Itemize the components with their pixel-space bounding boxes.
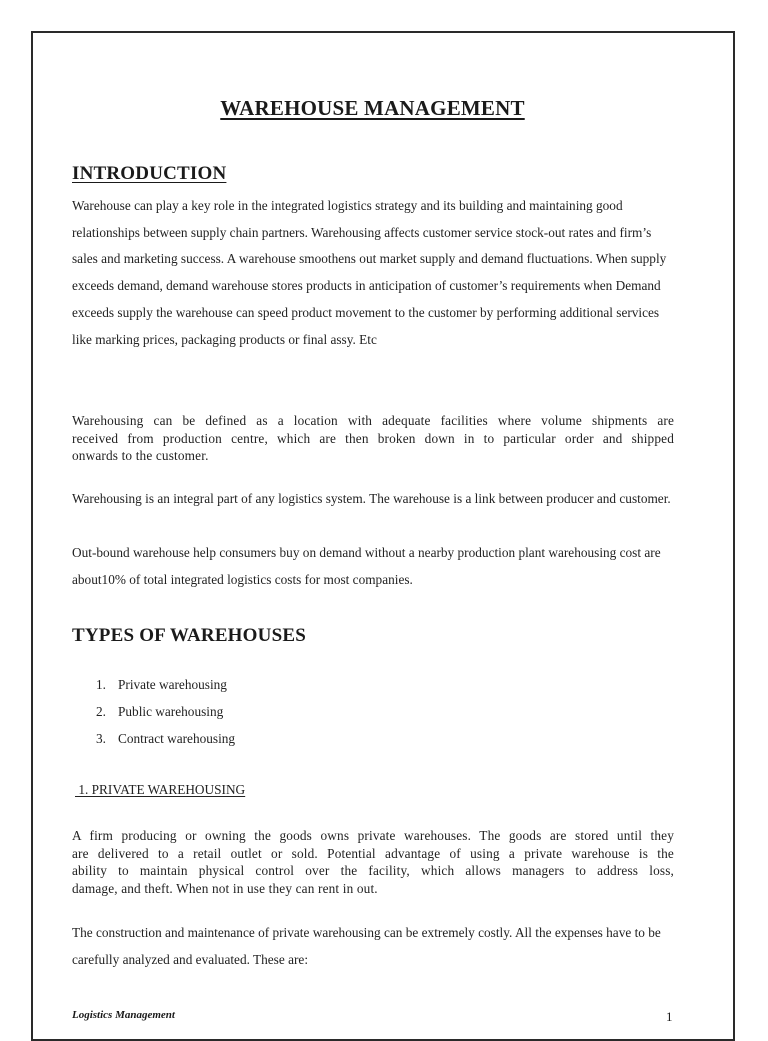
paragraph-line: damage, and theft. When not in use they can rent in out.: [72, 880, 378, 896]
list-item-number: 1.: [96, 677, 106, 692]
types-list: [96, 671, 235, 752]
introduction-paragraph-4: Out-bound warehouse help consumers buy on demand without a nearby production plant warehousing cost are about10% of total integrated logistics costs for most companies.: [72, 545, 661, 587]
paragraph-line: received from production centre, which are then broken down in to particular order and shipped: [72, 430, 674, 446]
list-item-label: Public warehousing: [118, 704, 224, 719]
list-item: [96, 671, 235, 698]
list-item-number: 2.: [96, 704, 106, 719]
introduction-heading: INTRODUCTION: [72, 163, 227, 184]
document-title: WAREHOUSE MANAGEMENT: [220, 96, 525, 120]
footer-title: Logistics Management: [72, 1009, 175, 1021]
private-paragraph-1: [72, 827, 674, 897]
types-heading: TYPES OF WAREHOUSES: [72, 625, 306, 646]
list-item: [96, 725, 235, 752]
page-number: 1: [666, 1009, 673, 1024]
list-item-number: 3.: [96, 731, 106, 746]
private-paragraph-2: The construction and maintenance of private warehousing can be extremely costly. All the expenses have to be carefully analyzed and evaluated. These are:: [72, 925, 661, 967]
paragraph-line: Warehousing can be defined as a location with adequate facilities where volume shipments are: [72, 413, 674, 428]
paragraph-line: are delivered to a retail outlet or sold. Potential advantage of using a private warehouse is the: [72, 845, 674, 861]
introduction-paragraph-3: Warehousing is an integral part of any logistics system. The warehouse is a link between producer and customer.: [72, 491, 671, 506]
paragraph-line: onwards to the customer.: [72, 448, 209, 463]
paragraph-line: ability to maintain physical control over the facility, which allows managers to address loss,: [72, 863, 674, 878]
list-item: [96, 698, 235, 725]
private-warehousing-heading: 1. PRIVATE WAREHOUSING: [75, 782, 246, 797]
introduction-paragraph-2: [72, 412, 674, 465]
list-item-label: Contract warehousing: [118, 731, 236, 746]
paragraph-line: A firm producing or owning the goods owns private warehouses. The goods are stored until they: [72, 828, 674, 843]
introduction-paragraph-1: Warehouse can play a key role in the integrated logistics strategy and its building and maintaining good relationships between supply chain partners. Warehousing affects customer service stock-out rates and firm’s sales and marketing success. A warehouse smoothens out market supply and demand fluctuations. When supply exceeds demand, demand warehouse stores products in anticipation of customer’s requirements when Demand exceeds supply the warehouse can speed product movement to the customer by performing additional services like marking prices, packaging products or final assy. Etc: [72, 198, 667, 347]
list-item-label: Private warehousing: [118, 677, 227, 692]
